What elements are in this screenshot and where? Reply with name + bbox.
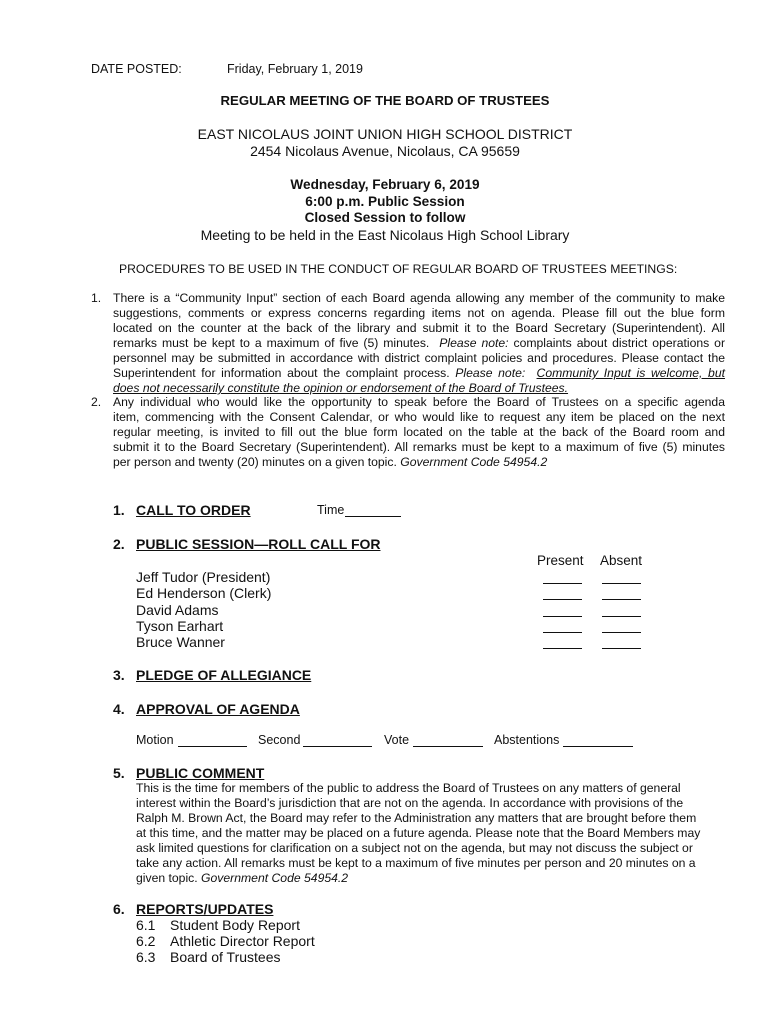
absent-blank[interactable] <box>602 648 641 649</box>
public-comment-line: ask limited questions for clarification on a subject not on the agenda, but may not discuss the subject or <box>136 841 693 855</box>
procedures-heading: PROCEDURES TO BE USED IN THE CONDUCT OF REGULAR BOARD OF TRUSTEES MEETINGS: <box>119 262 678 276</box>
procedure-2-line: regular meeting, is invited to fill out the blue form located on the table at the back of the Board room and <box>113 425 725 439</box>
board-member-name: David Adams <box>136 602 219 618</box>
approval-of-agenda-heading: APPROVAL OF AGENDA <box>136 701 300 717</box>
subitem-number: 6.2 <box>136 933 156 949</box>
district-address: 2454 Nicolaus Avenue, Nicolaus, CA 95659 <box>250 143 520 159</box>
please-note-label: Please note: <box>455 366 526 380</box>
procedure-1-line: suggestions, comments or express concerns regarding items not on agenda. Please fill out the blue form <box>113 306 725 320</box>
subitem-number: 6.3 <box>136 949 156 965</box>
absent-blank[interactable] <box>602 632 641 633</box>
date-posted-value: Friday, February 1, 2019 <box>227 62 363 76</box>
procedure-1-line: There is a “Community Input” section of each Board agenda allowing any member of the community to make <box>113 291 725 305</box>
community-input-disclaimer: does not necessarily constitute the opinion or endorsement of the Board of Trustees. <box>113 381 569 395</box>
subitem-number: 6.1 <box>136 917 156 933</box>
procedure-2-line: per person and twenty (20) minutes on a given topic. Government Code 54954.2 <box>113 455 548 469</box>
second-blank[interactable] <box>303 746 372 747</box>
agenda-item-6-number: 6. <box>113 901 125 917</box>
community-input-disclaimer: Community Input is welcome, but <box>536 366 726 380</box>
procedure-2-text <box>113 395 725 470</box>
board-member-name: Bruce Wanner <box>136 634 225 650</box>
motion-label: Motion <box>136 733 174 747</box>
date-posted-label: DATE POSTED: <box>91 62 182 76</box>
second-label: Second <box>258 733 301 747</box>
agenda-item-3-number: 3. <box>113 667 125 683</box>
pledge-heading: PLEDGE OF ALLEGIANCE <box>136 667 312 683</box>
motion-blank[interactable] <box>178 746 247 747</box>
public-comment-line: interest within the Board’s jurisdiction that are not on the agenda. In accordance with provisions of the <box>136 796 684 810</box>
absent-blank[interactable] <box>602 616 641 617</box>
present-column-header: Present <box>537 553 584 568</box>
present-blank[interactable] <box>543 616 582 617</box>
procedure-1-line: remarks must be kept to a maximum of five (5) minutes. Please note: complaints about district operations or <box>113 336 726 350</box>
absent-column-header: Absent <box>600 553 643 568</box>
athletic-director-report: Athletic Director Report <box>170 933 315 949</box>
meeting-location: Meeting to be held in the East Nicolaus High School Library <box>200 227 570 243</box>
district-name: EAST NICOLAUS JOINT UNION HIGH SCHOOL DISTRICT <box>197 126 573 142</box>
vote-blank[interactable] <box>413 746 483 747</box>
government-code: Government Code 54954.2 <box>400 455 548 469</box>
present-blank[interactable] <box>543 599 582 600</box>
agenda-item-5-number: 5. <box>113 765 125 781</box>
vote-label: Vote <box>384 733 410 747</box>
public-comment-heading: PUBLIC COMMENT <box>136 765 265 781</box>
public-comment-line: This is the time for members of the public to address the Board of Trustees on any matters of general <box>136 781 681 795</box>
procedure-2-line: submit it to the Board Secretary (Superintendent). All remarks must be kept to a maximum of five (5) minutes <box>113 440 725 454</box>
procedure-2-line: Any individual who would like the opportunity to speak before the Board of Trustees on a specific agenda <box>113 395 725 409</box>
student-body-report: Student Body Report <box>170 917 300 933</box>
procedure-1-line: located on the counter at the back of the library and submit it to the Board Secretary (Superintendent). All <box>113 321 725 335</box>
document-title: REGULAR MEETING OF THE BOARD OF TRUSTEES <box>220 93 550 108</box>
please-note-label: Please note: <box>439 336 509 350</box>
reports-updates-heading: REPORTS/UPDATES <box>136 901 274 917</box>
abstentions-label: Abstentions <box>494 733 560 747</box>
public-comment-line: at this time, and the matter may be placed on a future agenda. Please note that the Board Members may <box>136 826 701 840</box>
public-session-time: 6:00 p.m. Public Session <box>305 194 465 209</box>
meeting-date: Wednesday, February 6, 2019 <box>290 177 480 192</box>
board-member-name: Tyson Earhart <box>136 618 224 634</box>
absent-blank[interactable] <box>602 599 641 600</box>
time-label: Time <box>317 503 345 517</box>
present-blank[interactable] <box>543 632 582 633</box>
procedure-2-number: 2. <box>91 395 102 409</box>
procedure-1-line: Superintendent for information about the complaint process. Please note: Community Input is welcome, but <box>113 366 726 380</box>
procedure-1-number: 1. <box>91 291 102 305</box>
present-blank[interactable] <box>543 648 582 649</box>
public-comment-line: take any action. All remarks must be kept to a maximum of five minutes per person and 20 minutes on a <box>136 856 696 870</box>
call-to-order-heading: CALL TO ORDER <box>136 502 251 518</box>
closed-session-note: Closed Session to follow <box>304 210 466 225</box>
agenda-item-1-number: 1. <box>113 502 125 518</box>
agenda-item-2-number: 2. <box>113 536 125 552</box>
procedure-1-line: personnel may be submitted in accordance with district complaint policies and procedures. Please contact the <box>113 351 725 365</box>
present-blank[interactable] <box>543 583 582 584</box>
agenda-item-4-number: 4. <box>113 701 125 717</box>
board-of-trustees-report: Board of Trustees <box>170 949 281 965</box>
government-code: Government Code 54954.2 <box>201 871 349 885</box>
public-comment-text <box>136 781 720 886</box>
board-member-name: Ed Henderson (Clerk) <box>136 585 272 601</box>
time-blank[interactable] <box>345 516 401 517</box>
board-member-name: Jeff Tudor (President) <box>136 569 271 585</box>
public-comment-line: Ralph M. Brown Act, the Board may refer to the Administration any matters that are brought before them <box>136 811 697 825</box>
procedure-2-line: item, commencing with the Consent Calendar, or who would like to request any item be placed on the next <box>113 410 725 424</box>
absent-blank[interactable] <box>602 583 641 584</box>
abstentions-blank[interactable] <box>563 746 633 747</box>
roll-call-heading: PUBLIC SESSION—ROLL CALL FOR <box>136 536 381 552</box>
procedure-1-text <box>113 291 725 396</box>
public-comment-line: given topic. Government Code 54954.2 <box>136 871 349 885</box>
